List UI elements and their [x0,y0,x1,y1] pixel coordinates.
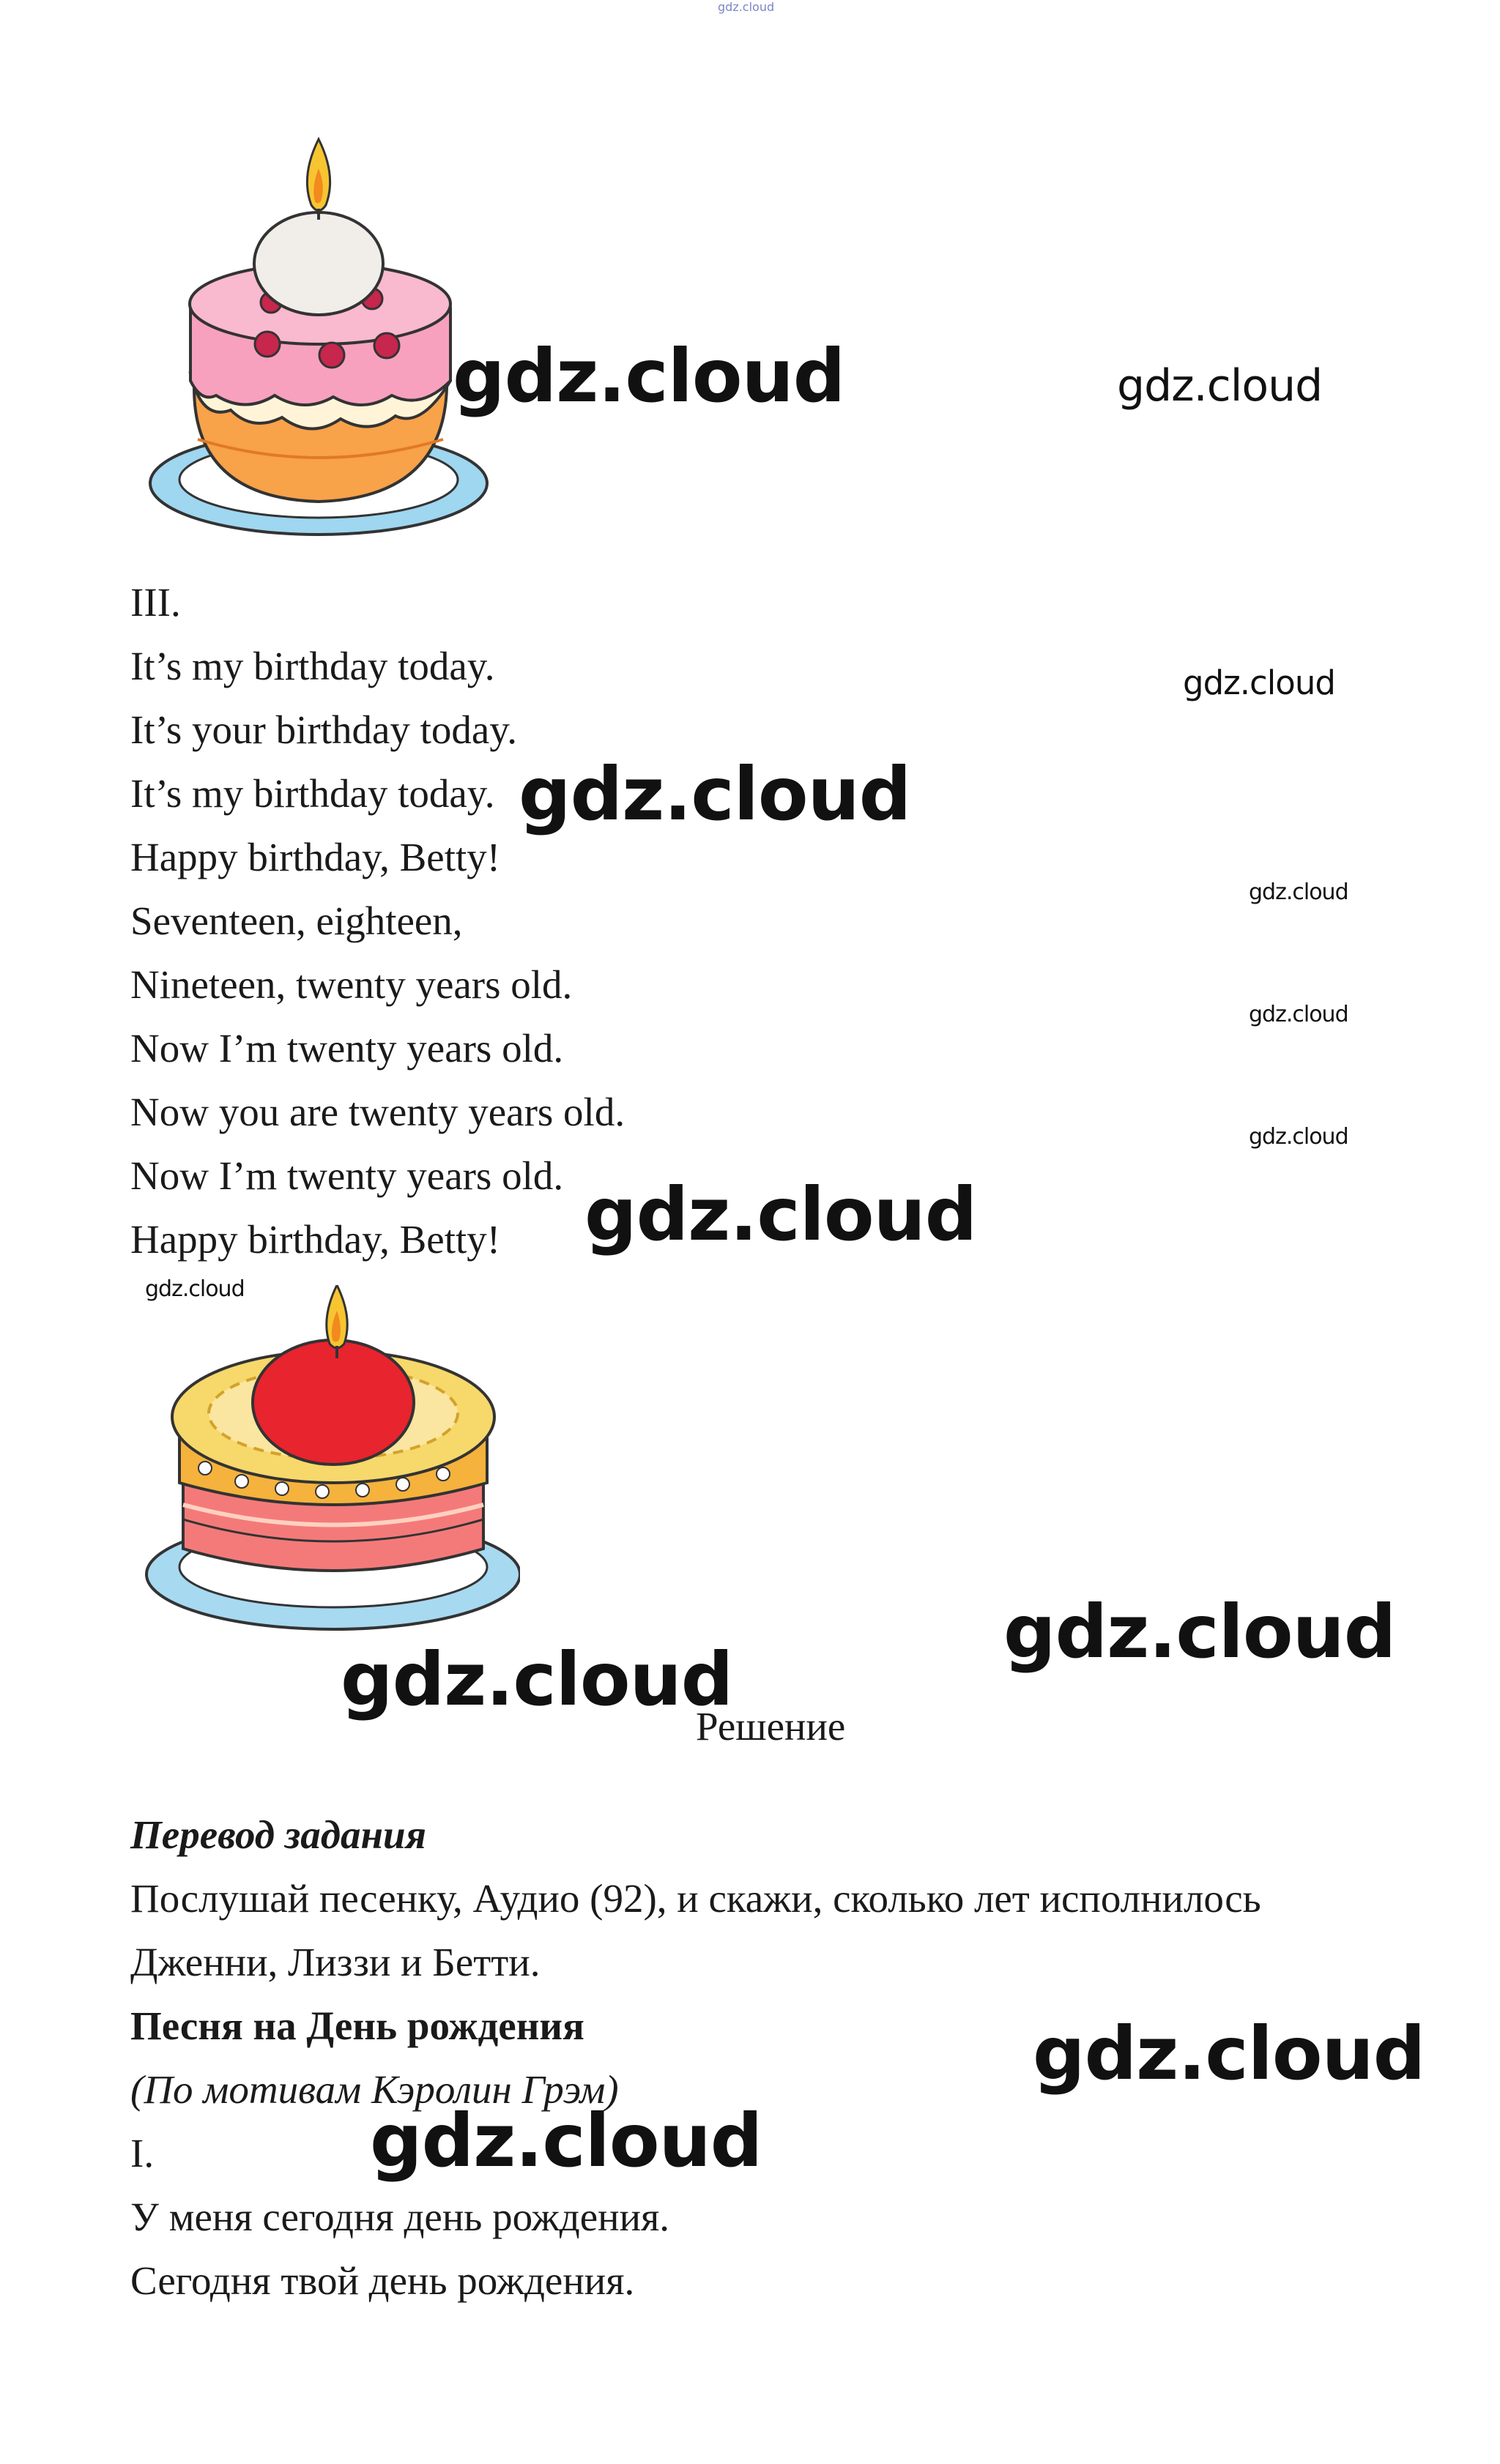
verse-line: Nineteen, twenty years old. [130,962,573,1007]
header-watermark: gdz.cloud [718,0,775,14]
watermark: gdz.cloud [584,1172,977,1257]
watermark: gdz.cloud [519,751,911,837]
verse-line: Now I’m twenty years old. [130,1153,564,1198]
watermark: gdz.cloud [370,2098,762,2184]
watermark: gdz.cloud [1003,1589,1396,1675]
translation-heading: Перевод задания [130,1812,426,1857]
verse-line: Happy birthday, Betty! [130,1217,501,1262]
instruction-line: Послушай песенку, Аудио (92), и скажи, сколько лет исполнилось [130,1876,1261,1921]
solution-label: Решение [696,1704,846,1749]
verse-label: III. [130,580,181,625]
red-birthday-cake-illustration [139,1285,520,1651]
verse-line: Happy birthday, Betty! [130,835,501,879]
watermark: gdz.cloud [1183,663,1335,702]
instruction-line: Дженни, Лиззи и Бетти. [130,1940,541,1984]
verse-label: I. [130,2131,155,2175]
verse-line: It’s your birthday today. [130,707,518,752]
verse-line: Seventeen, eighteen, [130,898,463,943]
watermark: gdz.cloud [1249,879,1348,905]
song-title: Песня на День рождения [130,2003,584,2048]
watermark: gdz.cloud [1249,1124,1348,1150]
watermark: gdz.cloud [453,333,845,419]
watermark: gdz.cloud [1033,2011,1425,2096]
verse-line: It’s my birthday today. [130,644,495,688]
verse-line: Now I’m twenty years old. [130,1026,564,1071]
verse-line: У меня сегодня день рождения. [130,2195,670,2239]
verse-line: Сегодня твой день рождения. [130,2258,635,2303]
verse-line: Now you are twenty years old. [130,1090,625,1134]
watermark: gdz.cloud [1249,1002,1348,1027]
watermark: gdz.cloud [341,1637,733,1722]
watermark: gdz.cloud [1117,360,1323,412]
watermark: gdz.cloud [145,1276,245,1302]
pink-birthday-cake-illustration [143,132,498,557]
song-subtitle: (По мотивам Кэролин Грэм) [130,2067,619,2112]
verse-line: It’s my birthday today. [130,771,495,816]
